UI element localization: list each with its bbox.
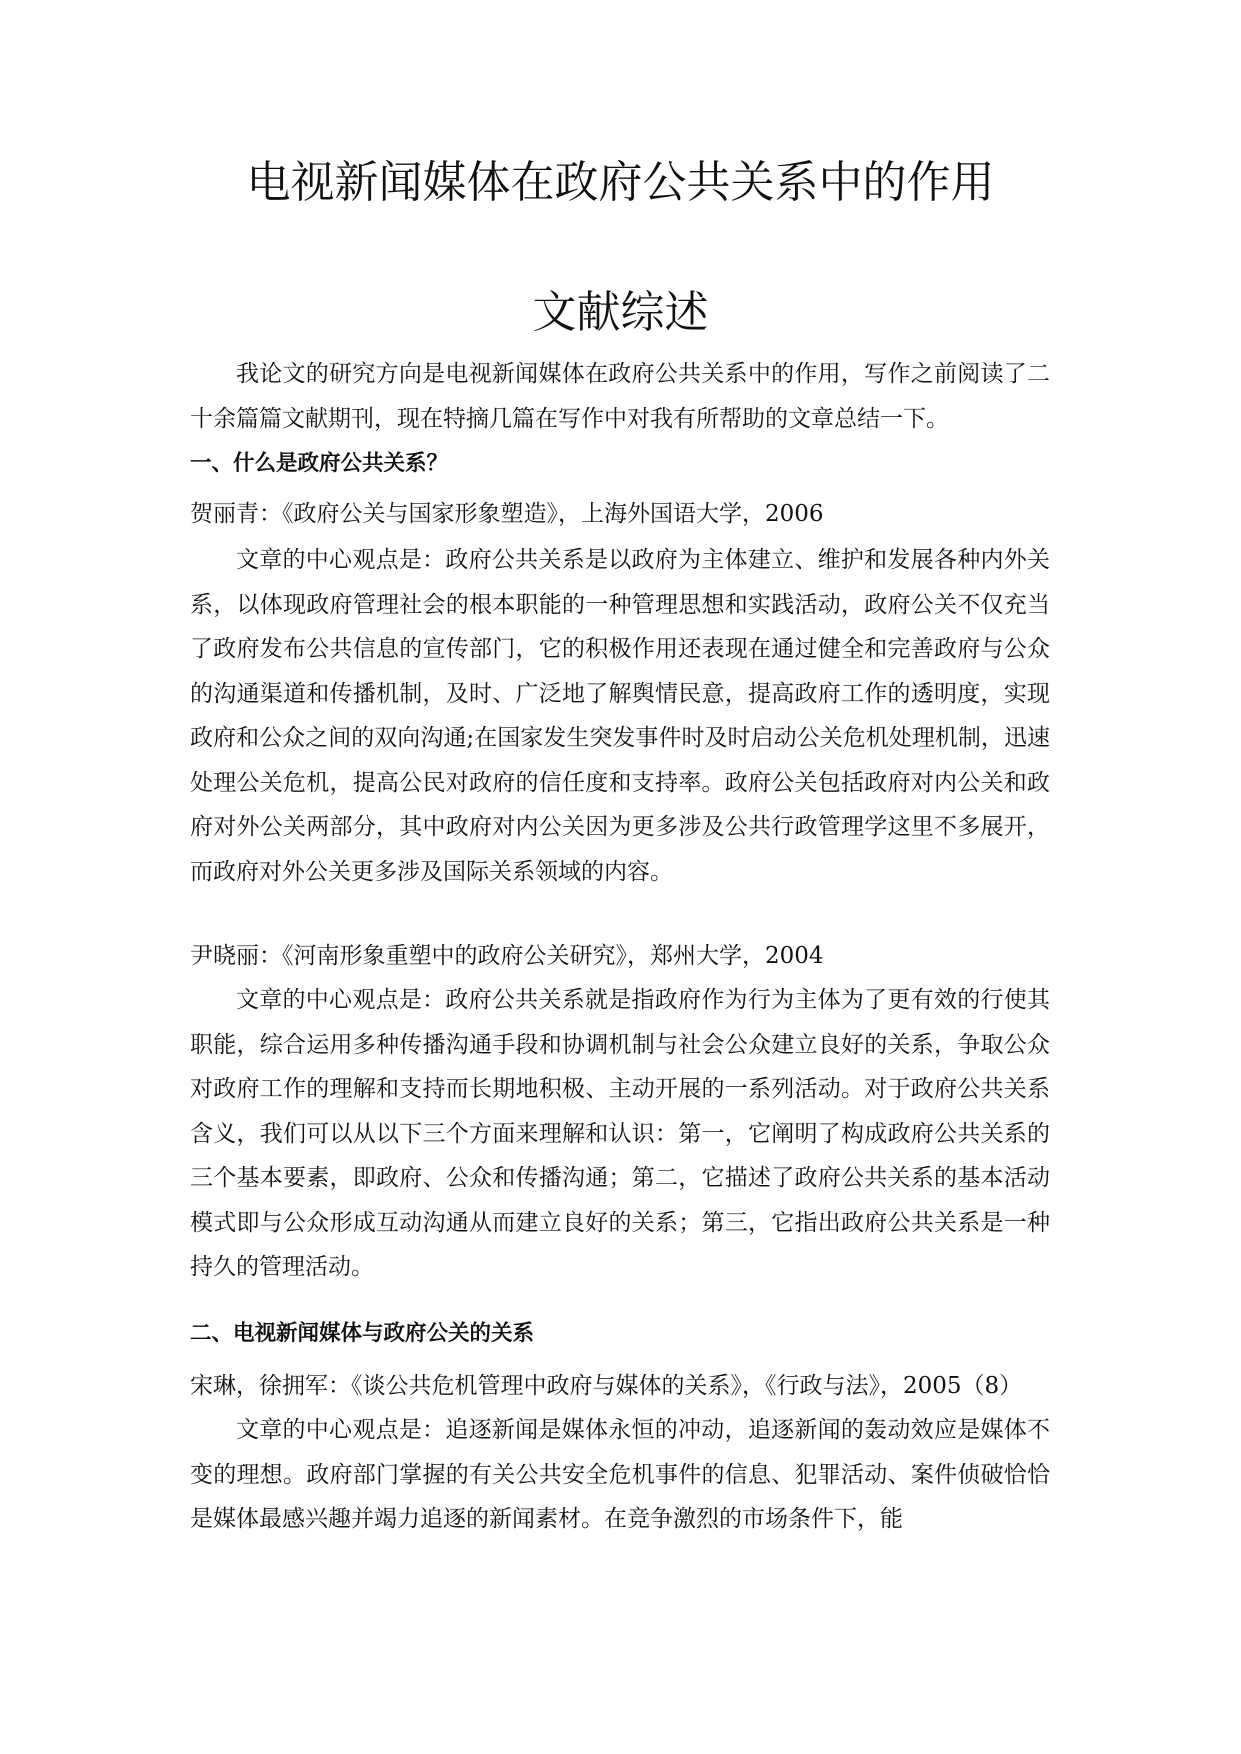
section-2-heading: 二、电视新闻媒体与政府公关的关系 <box>190 1321 535 1346</box>
section-1-heading: 一、什么是政府公共关系？ <box>190 451 449 476</box>
intro-paragraph: 我论文的研究方向是电视新闻媒体在政府公共关系中的作用，写作之前阅读了二十余篇篇文献期刊，现在特摘几篇在写作中对我有所帮助的文章总结一下。 <box>190 361 1050 432</box>
section-1-reference-1: 贺丽青：《政府公关与国家形象塑造》，上海外国语大学，2006 <box>190 501 824 527</box>
section-2-paragraph-1: 文章的中心观点是：追逐新闻是媒体永恒的冲动，追逐新闻的轰动效应是媒体不变的理想。政府部门掌握的有关公共安全危机事件的信息、犯罪活动、案件侦破恰恰是媒体最感兴趣并竭力追逐的新闻素材。在竞争激烈的市场条件下，能 <box>190 1417 1050 1532</box>
section-1-reference-2: 尹晓丽：《河南形象重塑中的政府公关研究》，郑州大学，2004 <box>190 943 824 969</box>
section-2-reference-1: 宋琳，徐拥军：《谈公共危机管理中政府与媒体的关系》，《行政与法》，2005（8） <box>190 1373 1023 1399</box>
section-1-paragraph-2: 文章的中心观点是：政府公共关系就是指政府作为行为主体为了更有效的行使其职能，综合运用多种传播沟通手段和协调机制与社会公众建立良好的关系，争取公众对政府工作的理解和支持而长期地积极、主动开展的一系列活动。对于政府公共关系含义，我们可以从以下三个方面来理解和认识：第一，它阐明了构成政府公共关系的三个基本要素，即政府、公众和传播沟通；第二，它描述了政府公共关系的基本活动模式即与公众形成互动沟通从而建立良好的关系；第三，它指出政府公共关系是一种持久的管理活动。 <box>190 987 1050 1280</box>
document-title: 电视新闻媒体在政府公共关系中的作用 <box>246 157 995 208</box>
section-1-paragraph-1: 文章的中心观点是：政府公共关系是以政府为主体建立、维护和发展各种内外关系，以体现政府管理社会的根本职能的一种管理思想和实践活动，政府公关不仅充当了政府发布公共信息的宣传部门，它的积极作用还表现在通过健全和完善政府与公众的沟通渠道和传播机制，及时、广泛地了解舆情民意，提高政府工作的透明度，实现政府和公众之间的双向沟通;在国家发生突发事件时及时启动公关危机处理机制，迅速处理公关危机，提高公民对政府的信任度和支持率。政府公关包括政府对内公关和政府对外公关两部分，其中政府对内公关因为更多涉及公共行政管理学这里不多展开，而政府对外公关更多涉及国际关系领域的内容。 <box>190 547 1050 885</box>
document-subtitle: 文献综述 <box>532 287 709 338</box>
